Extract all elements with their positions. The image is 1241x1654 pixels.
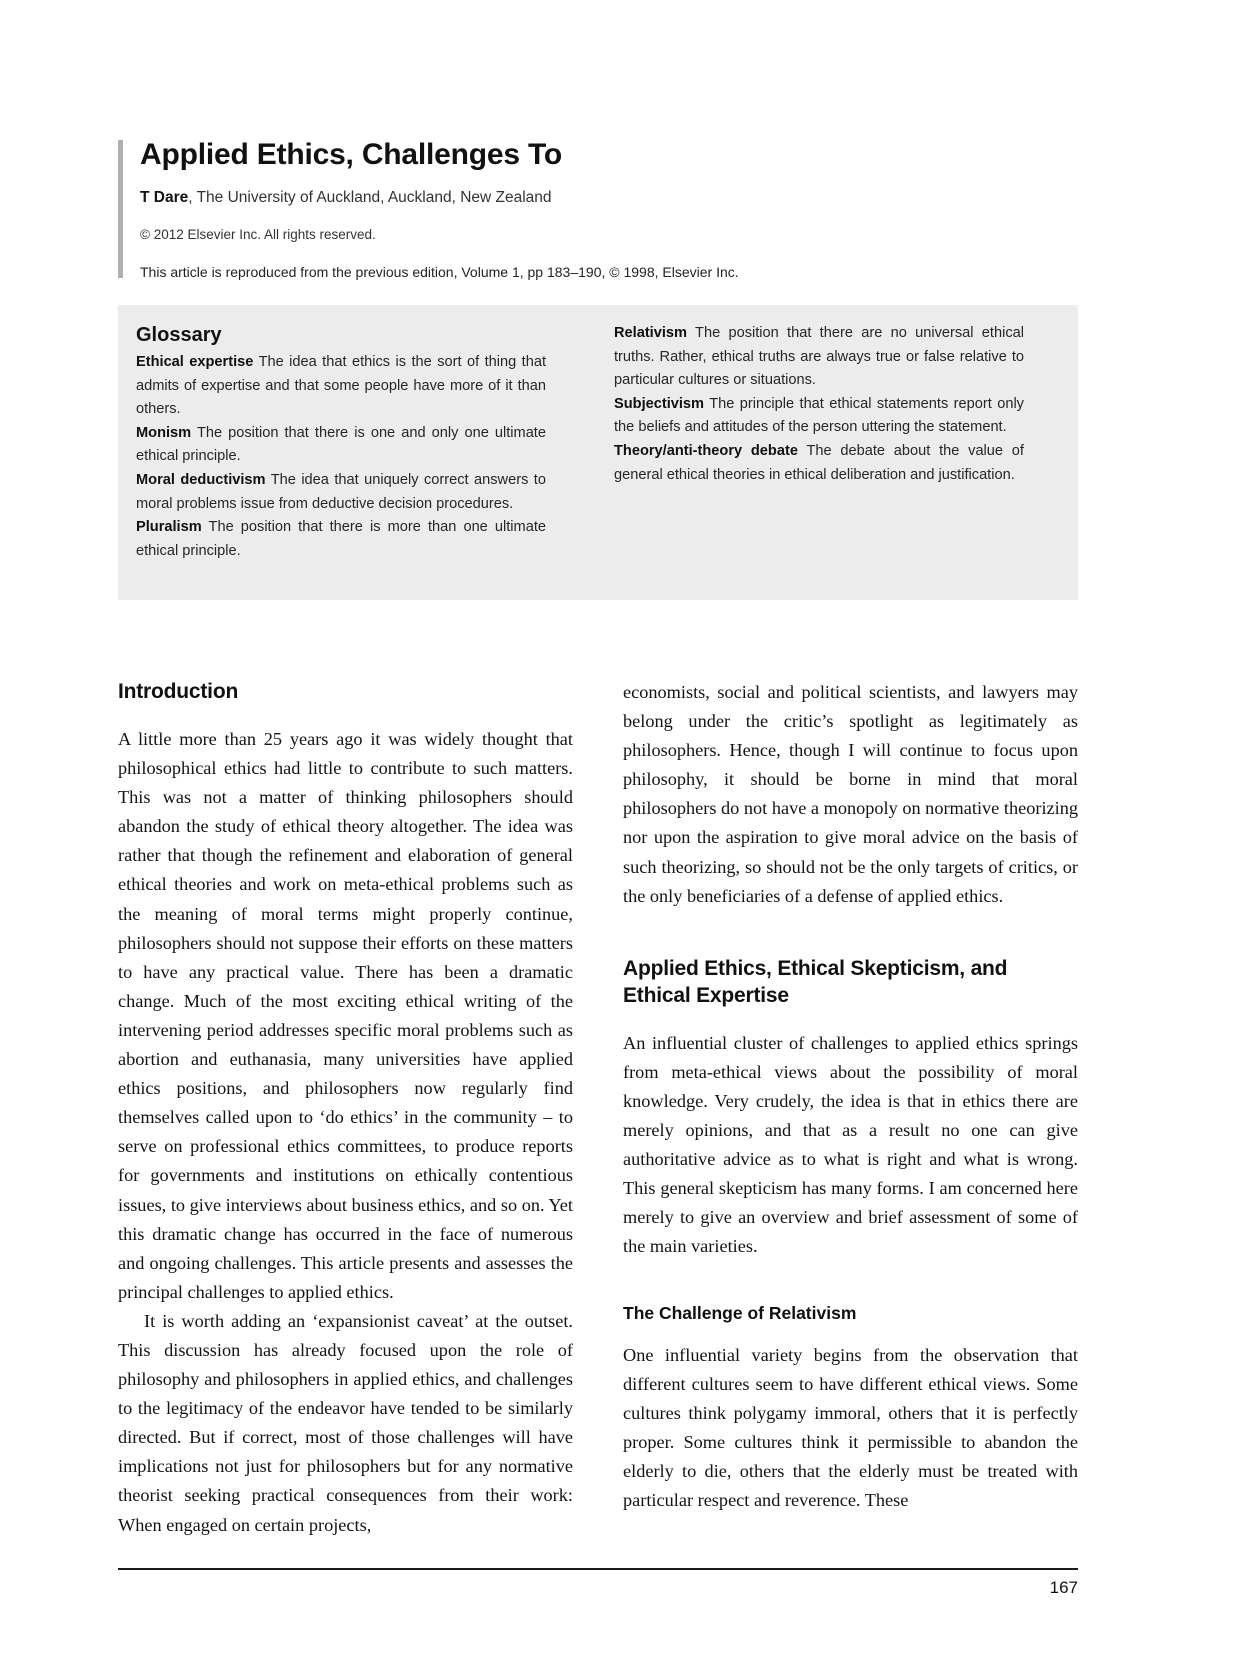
glossary-entry bbox=[614, 393, 1024, 440]
glossary-term: Moral deductivism bbox=[136, 471, 266, 488]
glossary-heading: Glossary bbox=[136, 324, 222, 346]
glossary-entry bbox=[136, 469, 546, 516]
author-name: T Dare bbox=[140, 189, 189, 206]
paragraph: A little more than 25 years ago it was widely thought that philosophical ethics had little to contribute to such matters. This was not a matter of thinking philosophers should abandon the study of ethical theory altogether. The idea was rather that though the refinement and elaboration of general ethical theories and work on meta-ethical problems such as the meaning of moral terms might properly continue, philosophers should not suppose their efforts on these matters to have any practical value. There has been a dramatic change. Much of the most exciting ethical writing of the intervening period addresses specific moral problems such as abortion and euthanasia, many universities have applied ethics positions, and philosophers now regularly find themselves called upon to ‘do ethics’ in the community – to serve on professional ethics committees, to produce reports for governments and institutions on ethically contentious issues, to give interviews about business ethics, and so on. Yet this dramatic change has occurred in the face of numerous and ongoing challenges. This article presents and assesses the principal challenges to applied ethics. bbox=[118, 729, 573, 1302]
glossary-term: Subjectivism bbox=[614, 395, 705, 412]
section-heading-introduction: Introduction bbox=[118, 680, 239, 703]
glossary-term: Ethical expertise bbox=[136, 354, 254, 370]
copyright-line: © 2012 Elsevier Inc. All rights reserved. bbox=[140, 227, 376, 242]
subsection-heading-relativism: The Challenge of Relativism bbox=[623, 1302, 857, 1323]
glossary-term: Theory/anti-theory debate bbox=[614, 442, 798, 459]
glossary-definition: The position that there is more than one ultimate ethical principle. bbox=[136, 519, 546, 559]
glossary-entry bbox=[136, 516, 546, 563]
glossary-box bbox=[118, 305, 1078, 600]
body-column-left bbox=[118, 678, 573, 1540]
page-number: 167 bbox=[1049, 1578, 1078, 1597]
glossary-term: Relativism bbox=[614, 325, 688, 341]
paragraph: One influential variety begins from the observation that different cultures seem to have different ethical views. Some cultures think polygamy immoral, others that it is perfectly proper. Some cultures think it permissible to abandon the elderly to die, others that the elderly must be treated with particular respect and reverence. These bbox=[623, 1344, 1078, 1510]
footer-divider bbox=[118, 1568, 1078, 1570]
author-affiliation: , The University of Auckland, Auckland, New Zealand bbox=[188, 189, 552, 206]
author-byline bbox=[140, 188, 1078, 208]
paragraph: economists, social and political scientists, and lawyers may belong under the critic’s spotlight as legitimately as philosophers. Hence, though I will continue to focus upon philosophy, it should be borne in mind that moral philosophers do not have a monopoly on normative theorizing nor upon the aspiration to give moral advice on the basis of such theorizing, so should not be the only targets of critics, or the only beneficiaries of a defense of applied ethics. bbox=[623, 682, 1078, 906]
paragraph: An influential cluster of challenges to applied ethics springs from meta-ethical views about the possibility of moral knowledge. Very crudely, the idea is that in ethics there are merely opinions, and that as a result no one can give authoritative advice as to what is right and what is wrong. This general skepticism has many forms. I am concerned here merely to give an overview and brief assessment of some of the main varieties. bbox=[623, 1032, 1078, 1257]
paragraph: It is worth adding an ‘expansionist caveat’ at the outset. This discussion has already focused upon the role of philosophy and philosophers in applied ethics, and challenges to the legitimacy of the endeavor have tended to be similarly directed. But if correct, most of those challenges will have implications not just for philosophers but for any normative theorist seeking practical consequences from their work: When engaged on certain projects, bbox=[118, 1310, 573, 1535]
glossary-definition: The position that there are no universal ethical truths. Rather, ethical truths are always true or false relative to particular cultures or situations. bbox=[614, 325, 1024, 389]
page-title: Applied Ethics, Challenges To bbox=[140, 138, 563, 171]
glossary-definition: The idea that uniquely correct answers to moral problems issue from deductive decision procedures. bbox=[136, 471, 546, 512]
section-heading-skepticism: Applied Ethics, Ethical Skepticism, and Ethical Expertise bbox=[623, 956, 1008, 1007]
body-column-right bbox=[623, 678, 1078, 1540]
glossary-definition: The idea that ethics is the sort of thing that admits of expertise and that some people have more of it than others. bbox=[136, 354, 546, 418]
glossary-entry bbox=[614, 440, 1024, 487]
glossary-definition: The debate about the value of general ethical theories in ethical deliberation and justification. bbox=[614, 442, 1024, 483]
reprint-note: This article is reproduced from the previous edition, Volume 1, pp 183–190, © 1998, Elsevier Inc. bbox=[140, 264, 739, 280]
glossary-entry bbox=[136, 351, 546, 422]
glossary-definition: The position that there is one and only one ultimate ethical principle. bbox=[136, 424, 546, 465]
glossary-entry bbox=[614, 322, 1024, 393]
glossary-column-left bbox=[136, 322, 546, 563]
article-body bbox=[118, 678, 1078, 1540]
glossary-column-right bbox=[614, 322, 1024, 563]
glossary-entry bbox=[136, 422, 546, 469]
glossary-term: Monism bbox=[136, 424, 192, 441]
glossary-term: Pluralism bbox=[136, 519, 202, 536]
glossary-definition: The principle that ethical statements report only the beliefs and attitudes of the person uttering the statement. bbox=[614, 395, 1024, 436]
article-header bbox=[118, 138, 1078, 281]
